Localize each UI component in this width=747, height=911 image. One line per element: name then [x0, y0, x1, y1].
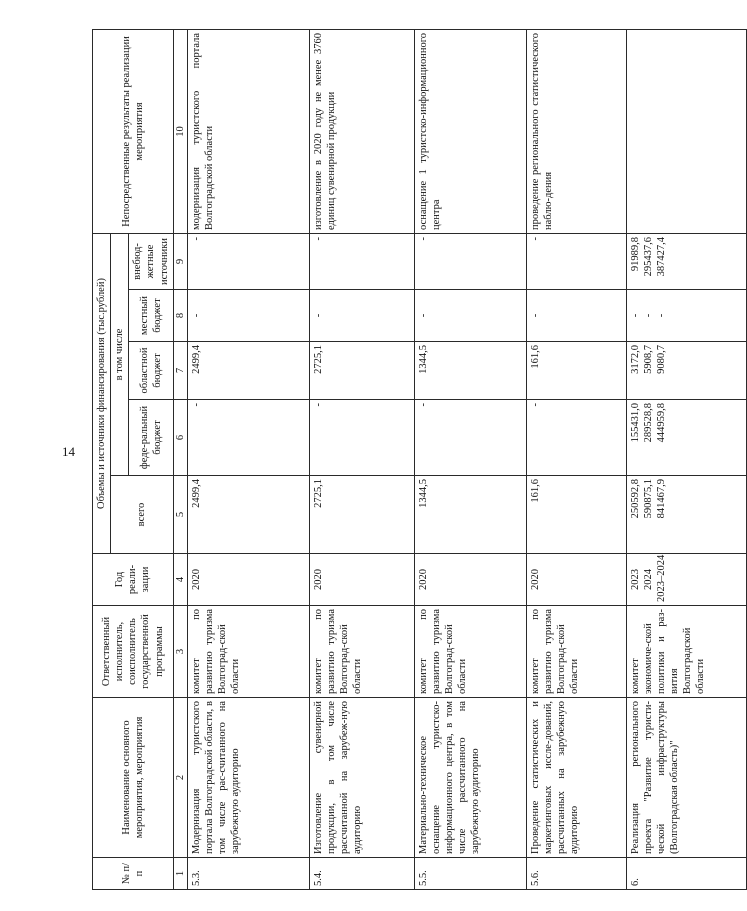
activity-name: Реализация регионального проекта "Развитие туристи-ческой инфраструктуры (Волгоградская область)": [626, 698, 746, 858]
implementation-year-value: 2023–2024: [656, 554, 667, 602]
regional-budget-value: 161,6: [529, 345, 541, 369]
implementation-year-value: 2020: [529, 569, 541, 590]
federal-budget: [187, 400, 309, 476]
expected-result: оснащение 1 туристско-информационного центра: [414, 29, 526, 233]
total-funding-value: 590875,1: [642, 479, 654, 519]
regional-budget: [414, 342, 526, 400]
extrabudgetary-funding: [526, 233, 626, 289]
federal-budget: [526, 400, 626, 476]
total-funding-value: 2499,4: [190, 479, 202, 508]
header-including: в том числе: [111, 233, 129, 475]
column-number: 3: [173, 606, 187, 698]
extrabudgetary-funding-value: -: [190, 236, 202, 241]
expected-result: модернизация туристского портала Волгоградской области: [187, 29, 309, 233]
extrabudgetary-funding-value: -: [312, 236, 324, 241]
rotated-page-content: [92, 30, 707, 890]
column-number: 4: [173, 554, 187, 606]
header-executor: Ответственный исполнитель, соисполнитель государственной программы: [93, 606, 174, 698]
local-budget: [414, 290, 526, 342]
activity-name: Материально-техническое оснащение туристско-информационного центра, в том числе рассчитанного на зарубежную аудиторию: [414, 698, 526, 858]
federal-budget-value: 444959,8: [656, 403, 667, 443]
federal-budget-value: -: [190, 403, 202, 407]
column-number: 2: [173, 698, 187, 858]
regional-budget-value: 2725,1: [312, 345, 324, 374]
regional-budget: [626, 342, 746, 400]
regional-budget-value: 3172,0: [629, 345, 641, 374]
federal-budget-value: -: [529, 403, 541, 407]
local-budget: [187, 290, 309, 342]
expected-result: изготовление в 2020 году не менее 3760 единиц сувенирной продукции: [309, 29, 414, 233]
table-row: [626, 29, 746, 889]
implementation-year-value: 2020: [190, 569, 202, 590]
total-funding: [414, 476, 526, 554]
regional-budget-value: 2499,4: [190, 345, 202, 374]
total-funding-value: 2725,1: [312, 479, 324, 508]
federal-budget-value: -: [312, 403, 324, 407]
responsible-executor: комитет по развитию туризма Волгоград-ской области: [187, 606, 309, 698]
activity-name: Изготовление сувенирной продукции, в том числе рассчитанной на зарубеж-ную аудиторию: [309, 698, 414, 858]
extrabudgetary-funding-value: 295437,6: [642, 236, 654, 277]
local-budget-value: -: [417, 313, 429, 318]
header-total: всего: [111, 476, 174, 554]
extrabudgetary-funding-value: 91989,8: [629, 236, 641, 272]
local-budget: [309, 290, 414, 342]
header-extrabudgetary: внебюд-жетные источники: [129, 233, 173, 289]
column-number: 5: [173, 476, 187, 554]
federal-budget-value: 289528,8: [642, 403, 654, 443]
local-budget-value: -: [656, 313, 667, 318]
column-number-row: [173, 29, 187, 889]
implementation-year: [626, 554, 746, 606]
header-local-budget: местный бюджет: [129, 290, 173, 342]
header-activity-name: Наименование основного мероприятия, мероприятия: [93, 698, 174, 858]
local-budget-value: -: [312, 313, 324, 318]
header-regional-budget: областной бюджет: [129, 342, 173, 400]
activity-name: Модернизация туристского портала Волгоградской области, в том числе рас-считанного на зарубежную аудиторию: [187, 698, 309, 858]
regional-budget-value: 9080,7: [656, 345, 667, 374]
local-budget-value: -: [642, 313, 654, 318]
regional-budget-value: 5908,7: [642, 345, 654, 374]
extrabudgetary-funding: [626, 233, 746, 289]
implementation-year: [526, 554, 626, 606]
federal-budget: [309, 400, 414, 476]
header-federal-budget: феде-ральный бюджет: [129, 400, 173, 476]
extrabudgetary-funding: [309, 233, 414, 289]
federal-budget-value: 155431,0: [629, 403, 641, 443]
extrabudgetary-funding: [414, 233, 526, 289]
local-budget-value: -: [190, 313, 202, 318]
column-number: 8: [173, 290, 187, 342]
row-number: 5.5.: [414, 858, 526, 890]
header-year: Год реали-зации: [93, 554, 174, 606]
implementation-year-value: 2024: [642, 569, 654, 590]
header-funding: Объемы и источники финансирования (тыс.рублей): [93, 233, 111, 553]
local-budget: [526, 290, 626, 342]
page-number: 14: [62, 444, 75, 459]
table-row: [309, 29, 414, 889]
row-number: 5.3.: [187, 858, 309, 890]
responsible-executor: комитет по развитию туризма Волгоград-ской области: [309, 606, 414, 698]
regional-budget: [187, 342, 309, 400]
extrabudgetary-funding-value: -: [417, 236, 429, 241]
implementation-year: [187, 554, 309, 606]
row-number: 5.4.: [309, 858, 414, 890]
federal-budget: [626, 400, 746, 476]
implementation-year: [414, 554, 526, 606]
header-results: Непосредственные результаты реализации мероприятия: [93, 29, 174, 233]
column-number: 1: [173, 858, 187, 890]
total-funding: [309, 476, 414, 554]
regional-budget: [526, 342, 626, 400]
extrabudgetary-funding: [187, 233, 309, 289]
total-funding-value: 841467,9: [656, 479, 667, 519]
total-funding: [526, 476, 626, 554]
local-budget: [626, 290, 746, 342]
federal-budget-value: -: [417, 403, 429, 407]
total-funding-value: 161,6: [529, 479, 541, 503]
regional-budget: [309, 342, 414, 400]
total-funding: [626, 476, 746, 554]
extrabudgetary-funding-value: -: [529, 236, 541, 241]
activity-name: Проведение статистических и маркетинговых иссле-дований, рассчитанных на зарубежную аудиторию: [526, 698, 626, 858]
responsible-executor: комитет по развитию туризма Волгоград-ской области: [414, 606, 526, 698]
table-row: [414, 29, 526, 889]
row-number: 5.6.: [526, 858, 626, 890]
local-budget-value: -: [629, 313, 641, 318]
implementation-year-value: 2023: [629, 569, 641, 590]
total-funding-value: 1344,5: [417, 479, 429, 508]
column-number: 7: [173, 342, 187, 400]
table-row: [526, 29, 626, 889]
header-row-1: [93, 29, 111, 889]
total-funding-value: 250592,8: [629, 479, 641, 519]
column-number: 10: [173, 29, 187, 233]
federal-budget: [414, 400, 526, 476]
funding-table: [92, 29, 747, 890]
expected-result: проведение регионального статистического наблю-дения: [526, 29, 626, 233]
column-number: 9: [173, 233, 187, 289]
row-number: 6.: [626, 858, 746, 890]
responsible-executor: комитет экономиче-ской политики и раз-вития Волгоградской области: [626, 606, 746, 698]
implementation-year: [309, 554, 414, 606]
implementation-year-value: 2020: [312, 569, 324, 590]
total-funding: [187, 476, 309, 554]
extrabudgetary-funding-value: 387427,4: [656, 236, 667, 277]
table-row: [187, 29, 309, 889]
regional-budget-value: 1344,5: [417, 345, 429, 374]
local-budget-value: -: [529, 313, 541, 318]
responsible-executor: комитет по развитию туризма Волгоград-ской области: [526, 606, 626, 698]
implementation-year-value: 2020: [417, 569, 429, 590]
column-number: 6: [173, 400, 187, 476]
expected-result: [626, 29, 746, 233]
header-number: № п/п: [93, 858, 174, 890]
